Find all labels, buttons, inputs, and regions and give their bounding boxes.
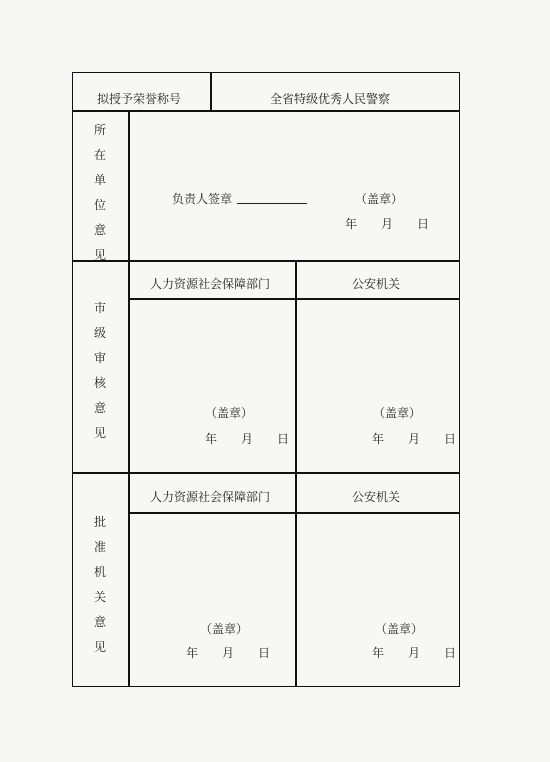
approval-police-date [372, 644, 456, 661]
date-day: 日 [258, 646, 271, 660]
row-divider-city [72, 472, 460, 474]
date-year: 年 [372, 432, 385, 446]
approval-hr-dept-title: 人力资源社会保障部门 [150, 490, 271, 504]
date-day: 日 [444, 646, 457, 660]
city-hr-seal: （盖章） [205, 406, 254, 420]
date-year: 年 [345, 217, 358, 231]
row-divider-approval-title [128, 512, 460, 514]
col-divider-header [210, 72, 212, 110]
form-table [72, 72, 460, 687]
date-month: 月 [381, 217, 394, 231]
approval-hr-date [186, 644, 270, 661]
approval-opinion-side-label: 批准机关意见 [93, 515, 106, 654]
honor-title-label: 拟授予荣誉称号 [97, 92, 182, 106]
date-month: 月 [222, 646, 235, 660]
date-year: 年 [372, 646, 385, 660]
row-divider-unit [72, 260, 460, 262]
honor-title-value: 全省特级优秀人民警察 [270, 92, 391, 106]
col-divider-approval [295, 472, 297, 687]
row-divider-city-title [128, 298, 460, 300]
unit-date [345, 215, 429, 232]
signature-line [237, 203, 307, 204]
date-month: 月 [241, 432, 254, 446]
approval-police-seal: （盖章） [375, 622, 424, 636]
unit-seal: （盖章） [355, 192, 404, 206]
date-year: 年 [205, 432, 218, 446]
date-day: 日 [277, 432, 290, 446]
date-day: 日 [417, 217, 430, 231]
date-year: 年 [186, 646, 199, 660]
city-police-seal: （盖章） [373, 406, 422, 420]
unit-opinion-side-label: 所在单位意见 [93, 123, 106, 262]
signature-label: 负责人签章 [172, 192, 233, 206]
col-divider-side [128, 110, 130, 687]
city-hr-date [205, 430, 289, 447]
city-police-date [372, 430, 456, 447]
col-divider-city [295, 260, 297, 472]
approval-police-title: 公安机关 [352, 490, 401, 504]
date-month: 月 [408, 646, 421, 660]
approval-hr-seal: （盖章） [200, 622, 249, 636]
row-divider-header [72, 110, 460, 112]
city-police-title: 公安机关 [352, 277, 401, 291]
city-hr-dept-title: 人力资源社会保障部门 [150, 277, 271, 291]
city-opinion-side-label: 市级审核意见 [93, 301, 106, 440]
date-month: 月 [408, 432, 421, 446]
date-day: 日 [444, 432, 457, 446]
